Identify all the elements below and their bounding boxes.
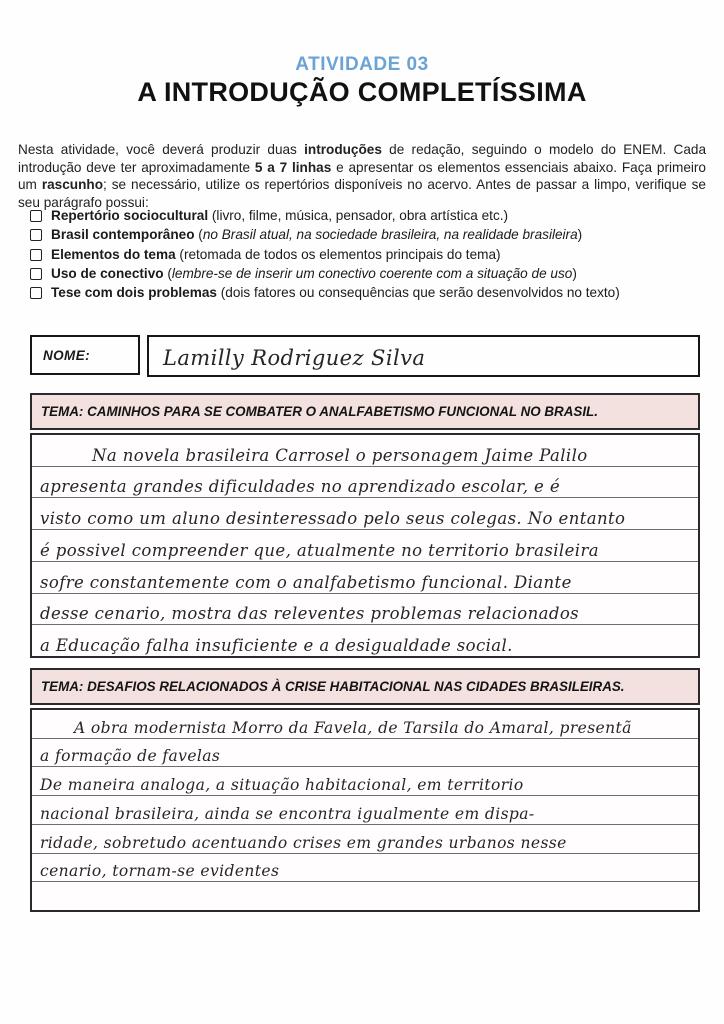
checklist-item-text: Tese com dois problemas (dois fatores ou consequências que serão desenvolvidos no texto) [51,285,620,301]
handwriting-line: a formação de favelas [32,739,698,768]
handwriting-line: De maneira analoga, a situação habitacional, em territorio [32,767,698,796]
checkbox-icon [30,268,42,280]
handwriting-line: cenario, tornam-se evidentes [32,854,698,883]
handwriting-line: apresenta grandes dificuldades no aprendizado escolar, e é [32,467,698,499]
name-handwriting: Lamilly Rodriguez Silva [163,346,426,370]
handwriting-line: A obra modernista Morro da Favela, de Tarsila do Amaral, presentã [32,710,698,739]
checklist-item-text: Elementos do tema (retomada de todos os elementos principais do tema) [51,246,501,262]
theme-1-label: TEMA: CAMINHOS PARA SE COMBATER O ANALFABETISMO FUNCIONAL NO BRASIL. [41,404,598,419]
handwriting-line: nacional brasileira, ainda se encontra igualmente em dispa- [32,796,698,825]
checkbox-icon [30,229,42,241]
handwriting-line: é possivel compreender que, atualmente no territorio brasileira [32,530,698,562]
writing-box-2 [30,708,700,912]
name-label-box [30,335,140,375]
name-row [30,335,700,377]
theme-header-2 [30,668,700,705]
checklist-item-text: Uso de conectivo (lembre-se de inserir um conectivo coerente com a situação de uso) [51,265,577,281]
theme-2-label: TEMA: DESAFIOS RELACIONADOS À CRISE HABITACIONAL NAS CIDADES BRASILEIRAS. [41,679,625,694]
name-field [147,335,700,377]
checklist-item [30,228,706,243]
checklist-item [30,267,706,282]
checklist-item [30,209,706,224]
instructions-paragraph: Nesta atividade, você deverá produzir duas introduções de redação, seguindo o modelo do ENEM. Cada introdução deve ter aproximadamente 5 a 7 linhas e apresentar os elementos essenciais abaixo. Faça primeiro um rascunho; se necessário, utilize os repertórios disponíveis no acervo. Antes de passar a limpo, verifique se seu parágrafo possui: [18,141,706,211]
name-label: NOME: [43,347,90,363]
handwriting-line [32,882,698,910]
handwriting-line: visto como um aluno desinteressado pelo seus colegas. No entanto [32,498,698,530]
handwriting-line: ridade, sobretudo acentuando crises em grandes urbanos nesse [32,825,698,854]
checkbox-icon [30,249,42,261]
checkbox-icon [30,287,42,299]
checkbox-icon [30,210,42,222]
handwriting-line: a Educação falha insuficiente e a desigualdade social. [40,636,513,656]
handwriting-line: sofre constantemente com o analfabetismo funcional. Diante [32,562,698,594]
page-title: A INTRODUÇÃO COMPLETÍSSIMA [137,77,587,107]
checklist [30,209,706,305]
activity-label: ATIVIDADE 03 [295,54,429,75]
handwriting-line: Na novela brasileira Carrosel o personagem Jaime Palilo [32,435,698,467]
checklist-item [30,286,706,301]
theme-header-1 [30,393,700,430]
handwriting-line: desse cenario, mostra das releventes problemas relacionados [32,594,698,626]
checklist-item-text: Repertório sociocultural (livro, filme, música, pensador, obra artística etc.) [51,208,509,223]
checklist-item-text: Brasil contemporâneo (no Brasil atual, na sociedade brasileira, na realidade brasileira) [51,227,583,243]
checklist-item [30,248,706,263]
writing-box-1 [30,433,700,658]
